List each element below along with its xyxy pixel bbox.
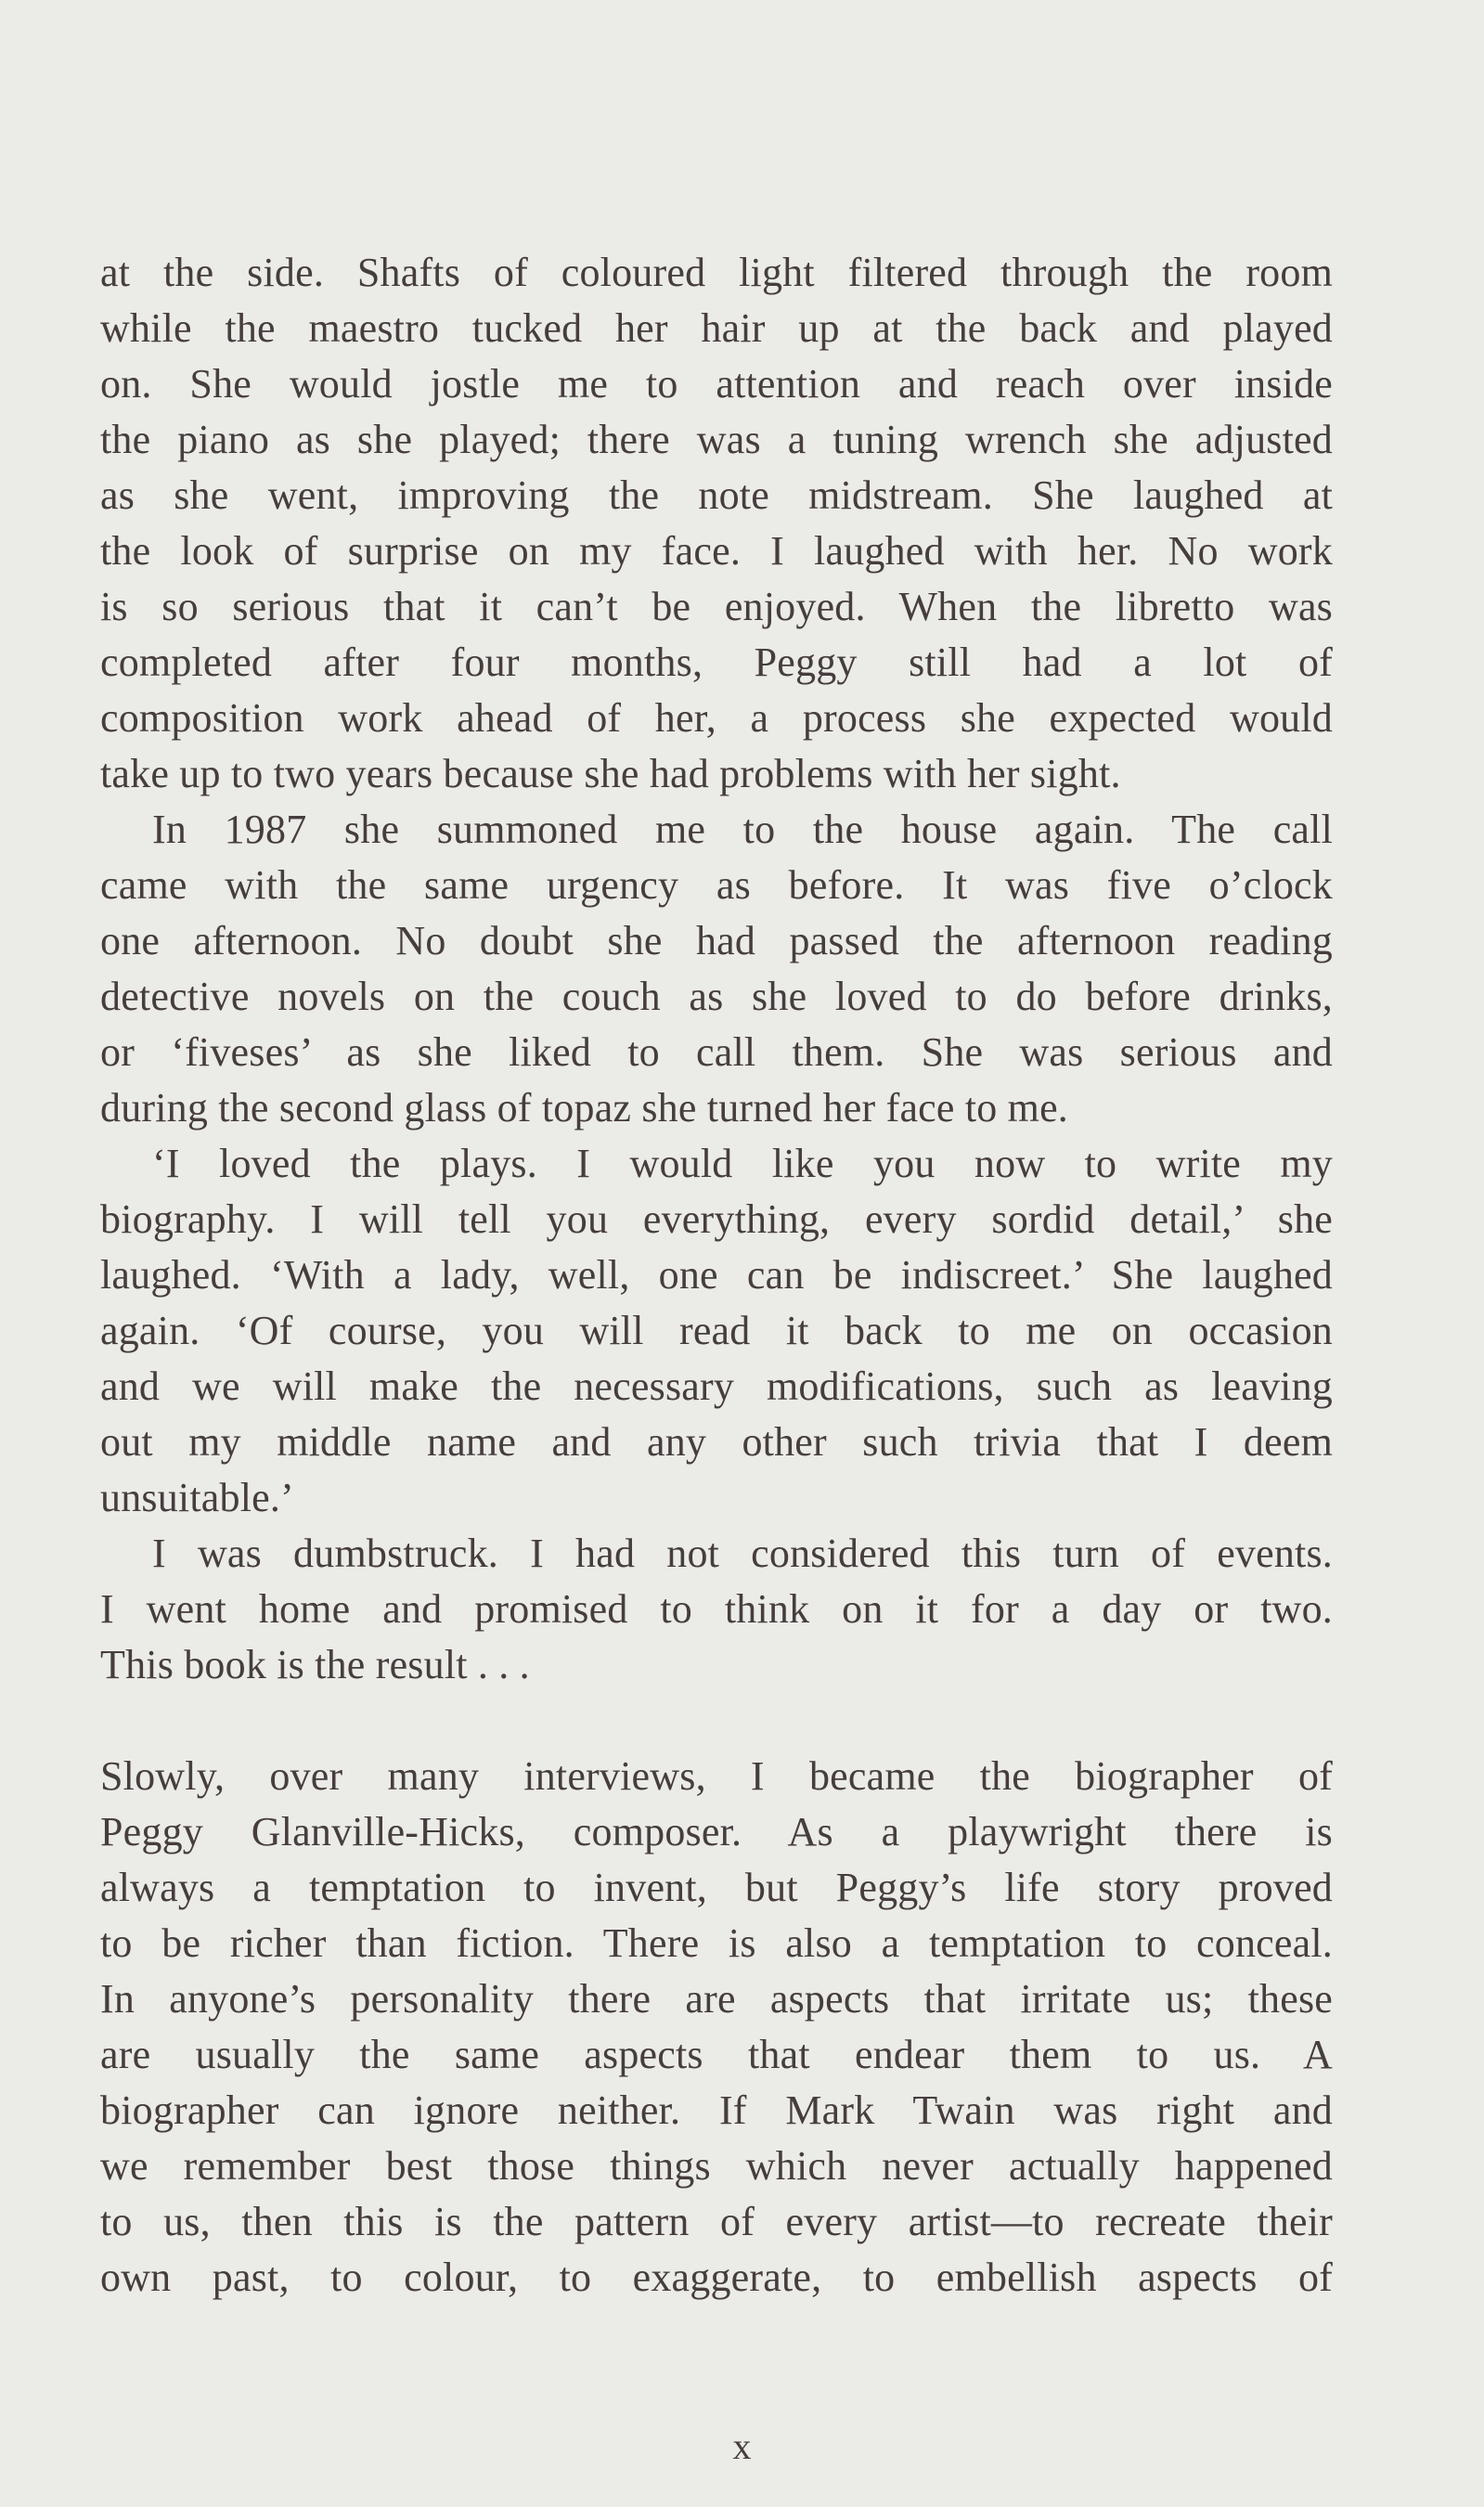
text-line: This book is the result . . . [100, 1642, 530, 1687]
text-line: is so serious that it can’t be enjoyed. When the libretto was [100, 584, 1333, 629]
text-line: unsuitable.’ [100, 1475, 294, 1520]
text-line: and we will make the necessary modifications, such as leaving [100, 1363, 1333, 1409]
text-line: I was dumbstruck. I had not considered this turn of events. [152, 1531, 1333, 1576]
paragraph [100, 245, 1333, 802]
text-line: biography. I will tell you everything, every sordid detail,’ she [100, 1196, 1333, 1242]
text-line: In 1987 she summoned me to the house again. The call [152, 807, 1333, 852]
text-line: the look of surprise on my face. I laughed with her. No work [100, 528, 1333, 574]
text-line: during the second glass of topaz she turned her face to me. [100, 1085, 1069, 1131]
text-line: composition work ahead of her, a process she expected would [100, 695, 1333, 741]
section-break [100, 1693, 1333, 1749]
text-line: laughed. ‘With a lady, well, one can be indiscreet.’ She laughed [100, 1252, 1333, 1298]
text-line: as she went, improving the note midstream. She laughed at [100, 472, 1333, 518]
text-line: one afternoon. No doubt she had passed the afternoon reading [100, 918, 1333, 963]
text-line: I went home and promised to think on it for a day or two. [100, 1586, 1333, 1632]
page-number: x [732, 2425, 752, 2467]
text-line: on. She would jostle me to attention and reach over inside [100, 361, 1333, 407]
text-line: completed after four months, Peggy still had a lot of [100, 640, 1333, 685]
body-text [100, 245, 1333, 2306]
text-line: to us, then this is the pattern of every artist—to recreate their [100, 2199, 1333, 2244]
paragraph [100, 1526, 1333, 1693]
text-line: take up to two years because she had problems with her sight. [100, 751, 1121, 796]
text-line: again. ‘Of course, you will read it back to me on occasion [100, 1308, 1333, 1353]
text-line: at the side. Shafts of coloured light filtered through the room [100, 250, 1333, 295]
text-line: own past, to colour, to exaggerate, to embellish aspects of [100, 2255, 1333, 2300]
paragraph [100, 802, 1333, 1136]
text-line: we remember best those things which never actually happened [100, 2143, 1333, 2189]
text-line: Peggy Glanville-Hicks, composer. As a playwright there is [100, 1809, 1333, 1854]
text-line: the piano as she played; there was a tuning wrench she adjusted [100, 417, 1333, 462]
text-line: to be richer than fiction. There is also a temptation to conceal. [100, 1920, 1333, 1966]
text-line: while the maestro tucked her hair up at the back and played [100, 305, 1333, 351]
text-line: biographer can ignore neither. If Mark Twain was right and [100, 2087, 1333, 2133]
paragraph [100, 1749, 1333, 2306]
text-line: ‘I loved the plays. I would like you now to write my [152, 1141, 1333, 1186]
text-line: Slowly, over many interviews, I became the biographer of [100, 1753, 1333, 1799]
text-line: or ‘fiveses’ as she liked to call them. She was serious and [100, 1029, 1333, 1075]
text-line: always a temptation to invent, but Peggy’s life story proved [100, 1865, 1333, 1910]
text-line: In anyone’s personality there are aspects that irritate us; these [100, 1976, 1333, 2022]
text-line: detective novels on the couch as she loved to do before drinks, [100, 974, 1333, 1019]
text-line: came with the same urgency as before. It was five o’clock [100, 862, 1333, 908]
text-line: out my middle name and any other such trivia that I deem [100, 1419, 1333, 1465]
paragraph [100, 1136, 1333, 1526]
text-line: are usually the same aspects that endear them to us. A [100, 2032, 1333, 2077]
